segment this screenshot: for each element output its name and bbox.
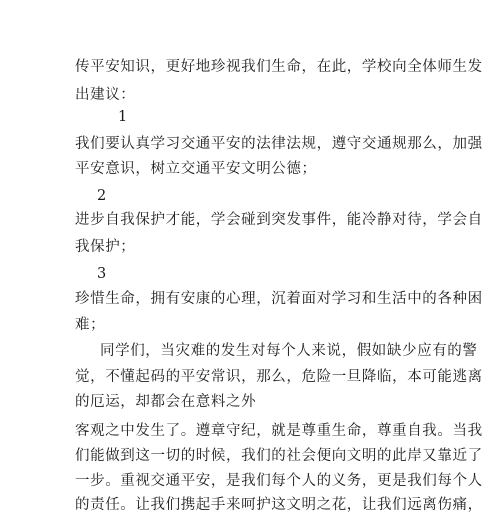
- text-line: 的厄运，却都会在意料之外: [75, 394, 257, 410]
- text-line: 出建议：: [75, 87, 136, 103]
- text-line: 珍惜生命，拥有安康的心理，沉着面对学习和生活中的各种困: [75, 291, 483, 307]
- text-line: 一步。重视交通平安，是我们每个人的义务，更是我们每个人: [75, 473, 483, 489]
- text-line: 我保护；: [75, 239, 136, 255]
- text-line: 的责任。让我们携起手来呵护这文明之花，让我们远离伤痛，: [75, 497, 483, 513]
- text-line: 进步自我保护才能，学会碰到突发事件，能冷静对待，学会自: [75, 212, 483, 228]
- text-line: 传平安知识，更好地珍视我们生命，在此，学校向全体师生发: [75, 59, 483, 75]
- text-line: 平安意识，树立交通平安文明公德；: [75, 161, 317, 177]
- text-line: 难；: [75, 317, 106, 333]
- text-line: 们能做到这一切的时候，我们的社会便向文明的此岸又靠近了: [75, 448, 483, 464]
- text-line: 同学们，当灾难的发生对每个人来说，假如缺少应有的警: [100, 343, 478, 359]
- list-number: 1: [118, 109, 128, 125]
- text-line: 客观之中发生了。遵章守纪，就是尊重生命，尊重自我。当我: [75, 423, 483, 439]
- list-number: 2: [97, 188, 107, 204]
- list-number: 3: [97, 266, 107, 282]
- text-line: 我们要认真学习交通平安的法律法规，遵守交通规那么，加强: [75, 136, 483, 152]
- text-line: 觉，不懂起码的平安常识，那么，危险一旦降临，本可能逃离: [75, 369, 483, 385]
